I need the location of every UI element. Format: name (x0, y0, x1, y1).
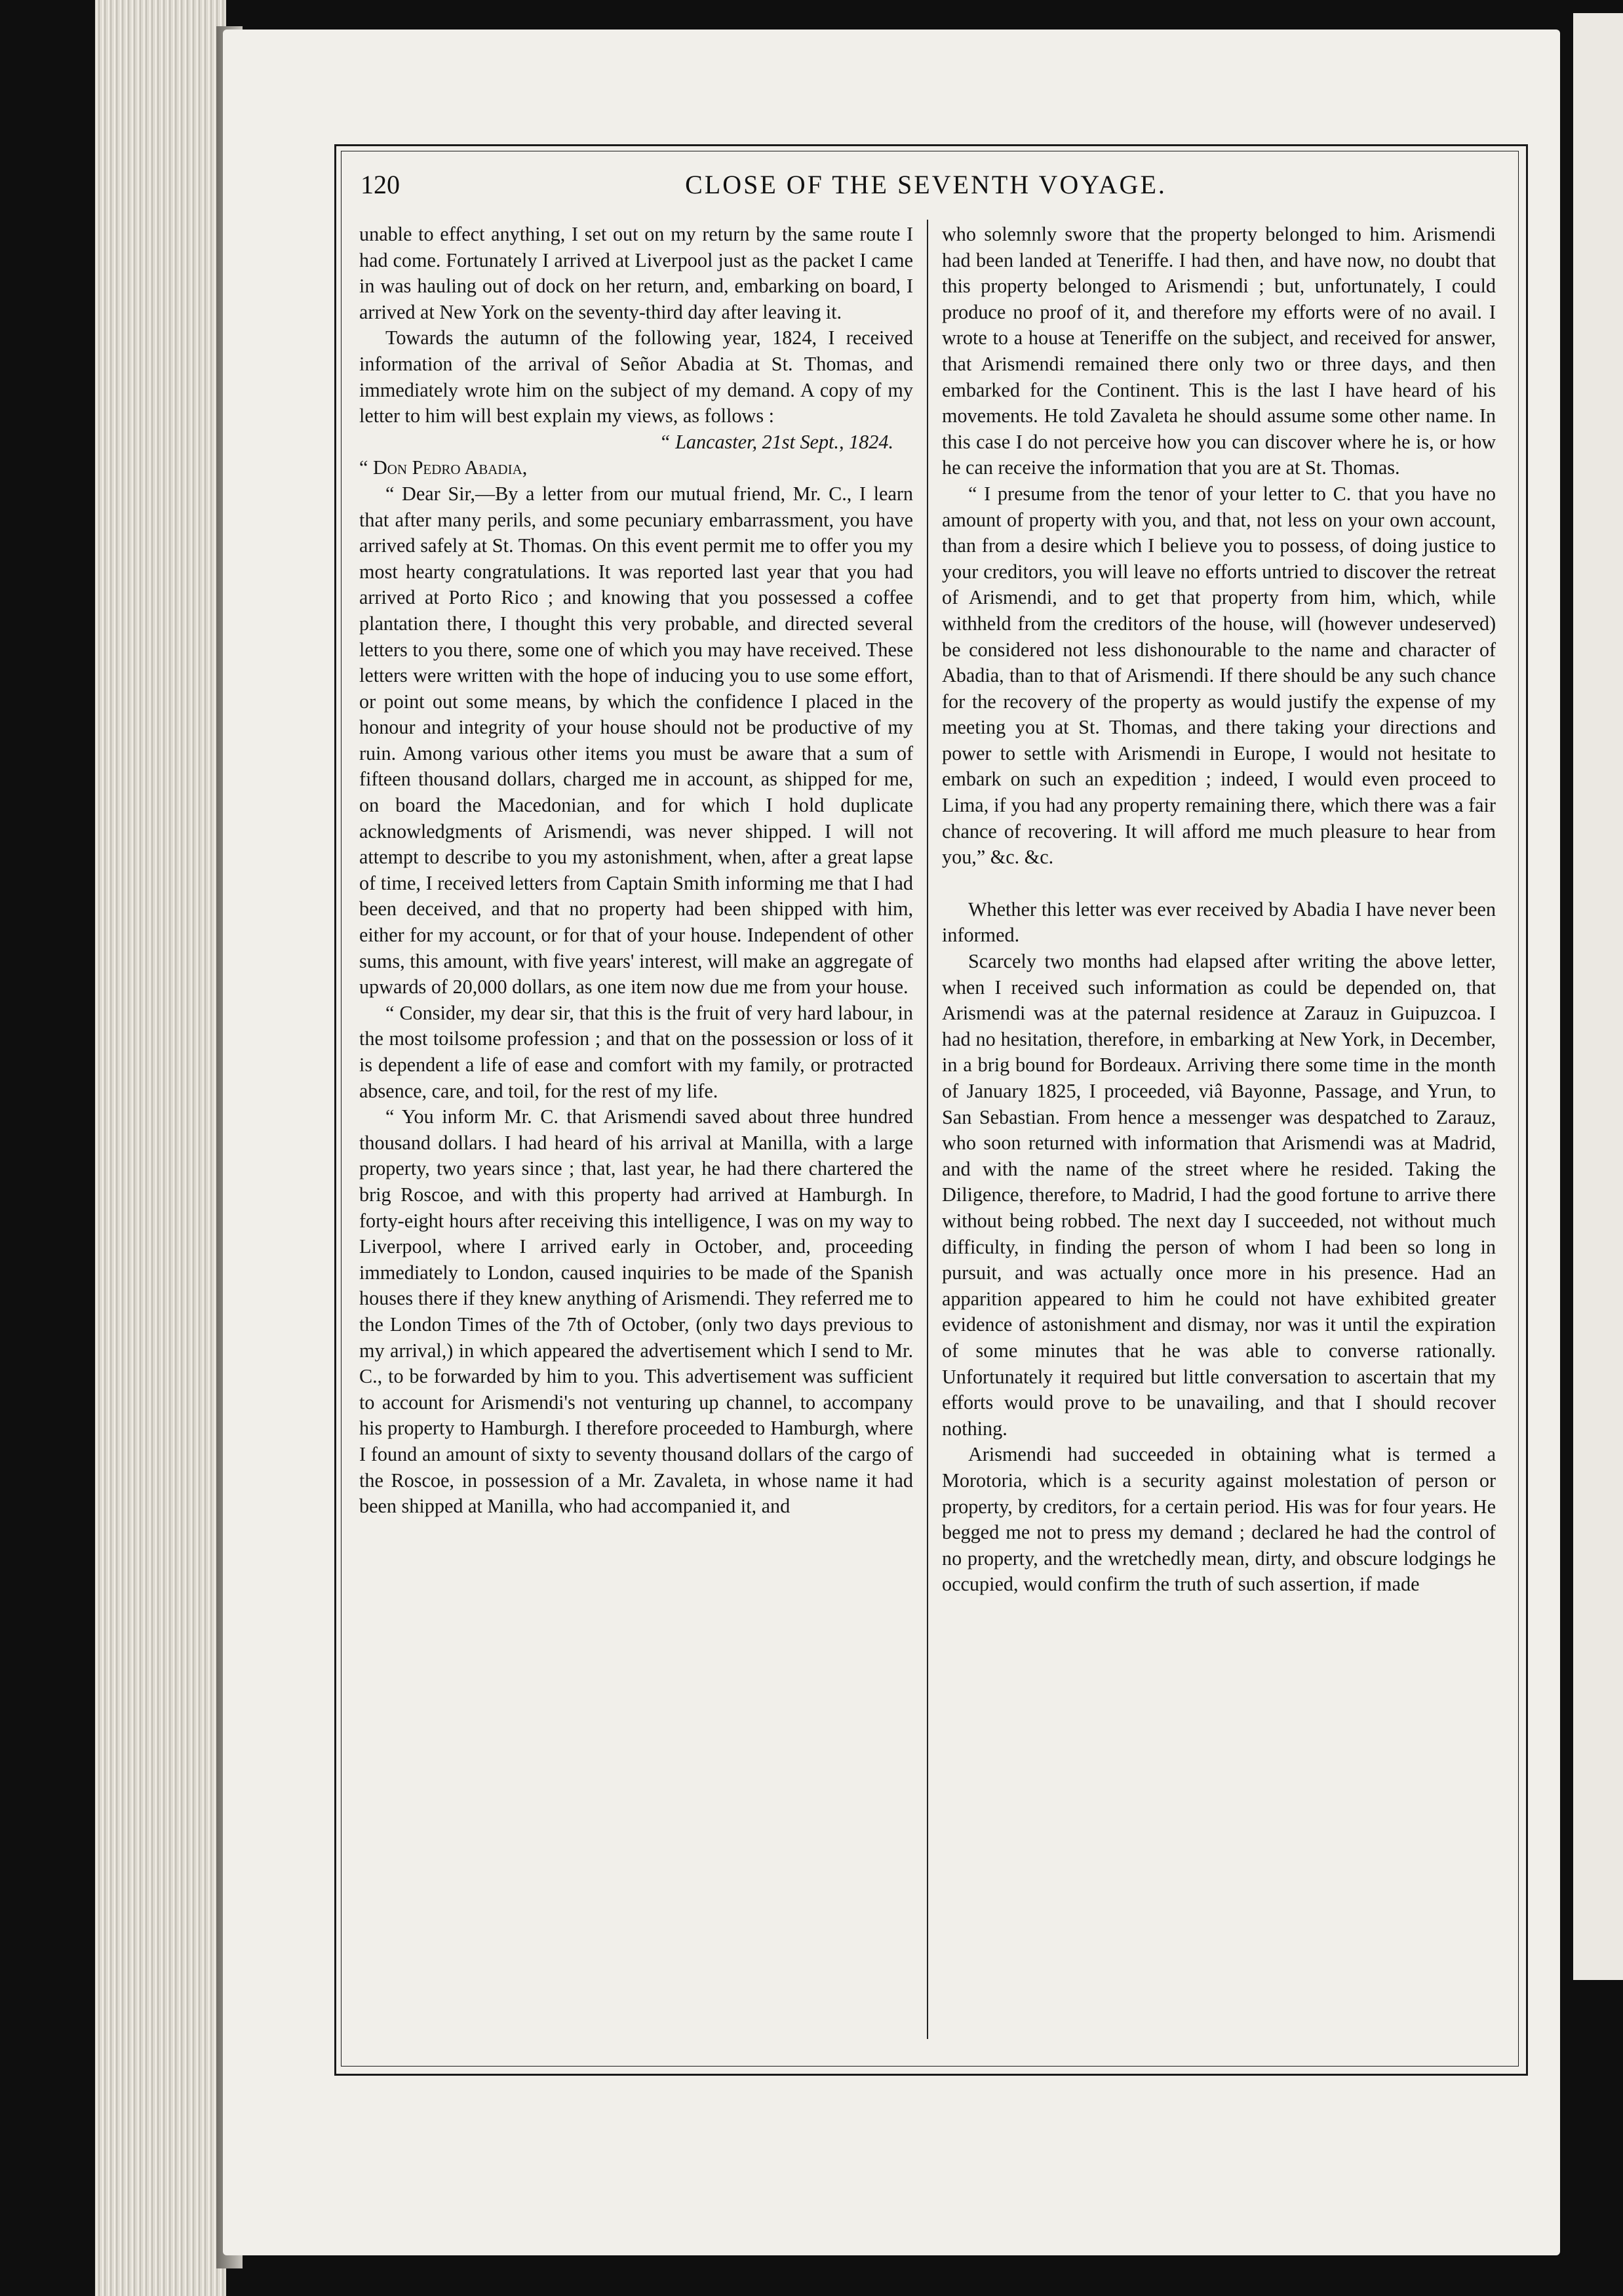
paragraph: Towards the autumn of the following year, 1824, I received information of the arrival of Señor Abadia at St. Thomas, and immediately wrote him on the subject of my demand. A copy of my letter to him will best explain my views, as follows : (359, 327, 913, 427)
paragraph-gap (942, 871, 1496, 897)
paragraph: who solemnly swore that the property belonged to him. Arismendi had been landed at Teneriffe. I had then, and have now, no doubt that this property belonged to Arismendi ; but, unfortunately, I could produce no proof of it, and therefore my efforts were of no avail. I wrote to a house at Teneriffe on the subject, and received for answer, that Arismendi remained there only two or three days, and then embarked for the Continent. This is the last I have heard of his movements. He told Zavaleta he should assume some other name. In this case I do not perceive how you can discover where he is, or how he can receive the information that you are at St. Thomas. (942, 223, 1496, 479)
paragraph: Whether this letter was ever received by Abadia I have never been informed. (942, 898, 1496, 947)
paragraph: Arismendi had succeeded in obtaining what is termed a Morotoria, which is a security against molestation of person or property, by creditors, for a certain period. His was for four years. He begged me not to press my demand ; declared he had the control of no property, and the wretchedly mean, dirty, and obscure lodgings he occupied, would confirm the truth of such assertion, if made (942, 1443, 1496, 1596)
paragraph: unable to effect anything, I set out on my return by the same route I had come. Fortunately I arrived at Liverpool just as the packet I came in was hauling out of dock on her return, and, embarking on board, I arrived at New York on the seventy-third day after leaving it. (359, 223, 913, 323)
right-column (942, 222, 1496, 1598)
paragraph: “ I presume from the tenor of your letter to C. that you have no amount of property with you, and that, not less on your own account, than from a desire which I believe you to possess, of doing justice to your creditors, you will leave no efforts untried to discover the retreat of Arismendi, and to get that property from him, which, while withheld from the creditors of the house, will (however undeserved) be considered not less dishonourable to the name and character of Abadia, than to that of Arismendi. If there should be any such chance for the recovery of the property as would justify the expense of my meeting you at St. Thomas, and there taking your directions and power to settle with Arismendi in Europe, I would not hesitate to embark on such an expedition ; indeed, I would even proceed to Lima, if you had any property remaining there, which there was a fair chance of recovering. It will afford me much pleasure to hear from you,” &c. &c. (942, 482, 1496, 869)
letter-salutation: “ Don Pedro Abadia, (359, 456, 528, 479)
page-number: 120 (361, 170, 400, 199)
column-divider (927, 220, 928, 2039)
letter-dateline: “ Lancaster, 21st Sept., 1824. (659, 430, 893, 453)
paragraph: Scarcely two months had elapsed after writing the above letter, when I received such information as could be depended on, that Arismendi was at the paternal residence at Zarauz in Guipuzcoa. I had no hesitation, therefore, in embarking at New York, in December, in a brig bound for Bordeaux. Arriving there some time in the month of January 1825, I proceeded, viâ Bayonne, Passage, and Yrun, to San Sebastian. From hence a messenger was despatched to Zarauz, who soon returned with information that Arismendi was at Madrid, and with the name of the street where he resided. Taking the Diligence, therefore, to Madrid, I had the good fortune to arrive there without being robbed. The next day I succeeded, not without much difficulty, in finding the person of whom I had been so long in pursuit, and was actually once more in his presence. Had an apparition appeared to him he could not have exhibited greater evidence of astonishment and dismay, nor was it until the expiration of some minutes that he was able to converse rationally. Unfortunately it required but little conversation to ascertain that my efforts would prove to be unavailing, and that I should recover nothing. (942, 950, 1496, 1440)
paragraph: “ You inform Mr. C. that Arismendi saved about three hundred thousand dollars. I had heard of his arrival at Manilla, with a large property, two years since ; that, last year, he had there chartered the brig Roscoe, and with this property had arrived at Hamburgh. In forty-eight hours after receiving this intelligence, I was on my way to Liverpool, where I arrived early in October, and, proceeding immediately to London, caused inquiries to be made of the Spanish houses there if they knew anything of Arismendi. They referred me to the London Times of the 7th of October, (only two days previous to my arrival,) in which appeared the advertisement which I send to Mr. C., to be forwarded by him to you. This advertisement was sufficient to account for Arismendi's not venturing up channel, to accompany his property to Hamburgh. I therefore proceeded to Hamburgh, where I found an amount of sixty to seventy thousand dollars of the cargo of the Roscoe, in possession of a Mr. Zavaleta, in whose name it had been shipped at Manilla, who had accompanied it, and (359, 1105, 913, 1518)
page-header (361, 169, 1491, 202)
book-page-edges (95, 0, 226, 2296)
paragraph: “ Consider, my dear sir, that this is the fruit of very hard labour, in the most toilsome profession ; and that on the possession or loss of it is dependent a life of ease and comfort with my family, or protracted absence, care, and toil, for the rest of my life. (359, 1001, 913, 1102)
running-title: CLOSE OF THE SEVENTH VOYAGE. (685, 170, 1167, 199)
next-page-edge (1573, 13, 1623, 1980)
left-column (359, 222, 913, 1520)
paragraph: “ Dear Sir,—By a letter from our mutual friend, Mr. C., I learn that after many perils, and some pecuniary embarrassment, you have arrived safely at St. Thomas. On this event permit me to offer you my most hearty congratulations. It was reported last year that you had arrived at Porto Rico ; and knowing that you possessed a coffee plantation there, I thought this very probable, and directed several letters to you there, some one of which you may have received. These letters were written with the hope of inducing you to use some effort, or point out some means, by which the confidence I placed in the honour and integrity of your house should not be productive of my ruin. Among various other items you must be aware that a sum of fifteen thousand dollars, charged me in account, as shipped for me, on board the Macedonian, and for which I hold duplicate acknowledgments of Arismendi, was never shipped. I will not attempt to describe to you my astonishment, when, after a great lapse of time, I received letters from Captain Smith informing me that I had been deceived, and that no property had been shipped with him, either for my account, or for that of your house. Independent of other sums, this amount, with five years' interest, will make an aggregate of upwards of 20,000 dollars, as one item now due me from your house. (359, 482, 913, 999)
